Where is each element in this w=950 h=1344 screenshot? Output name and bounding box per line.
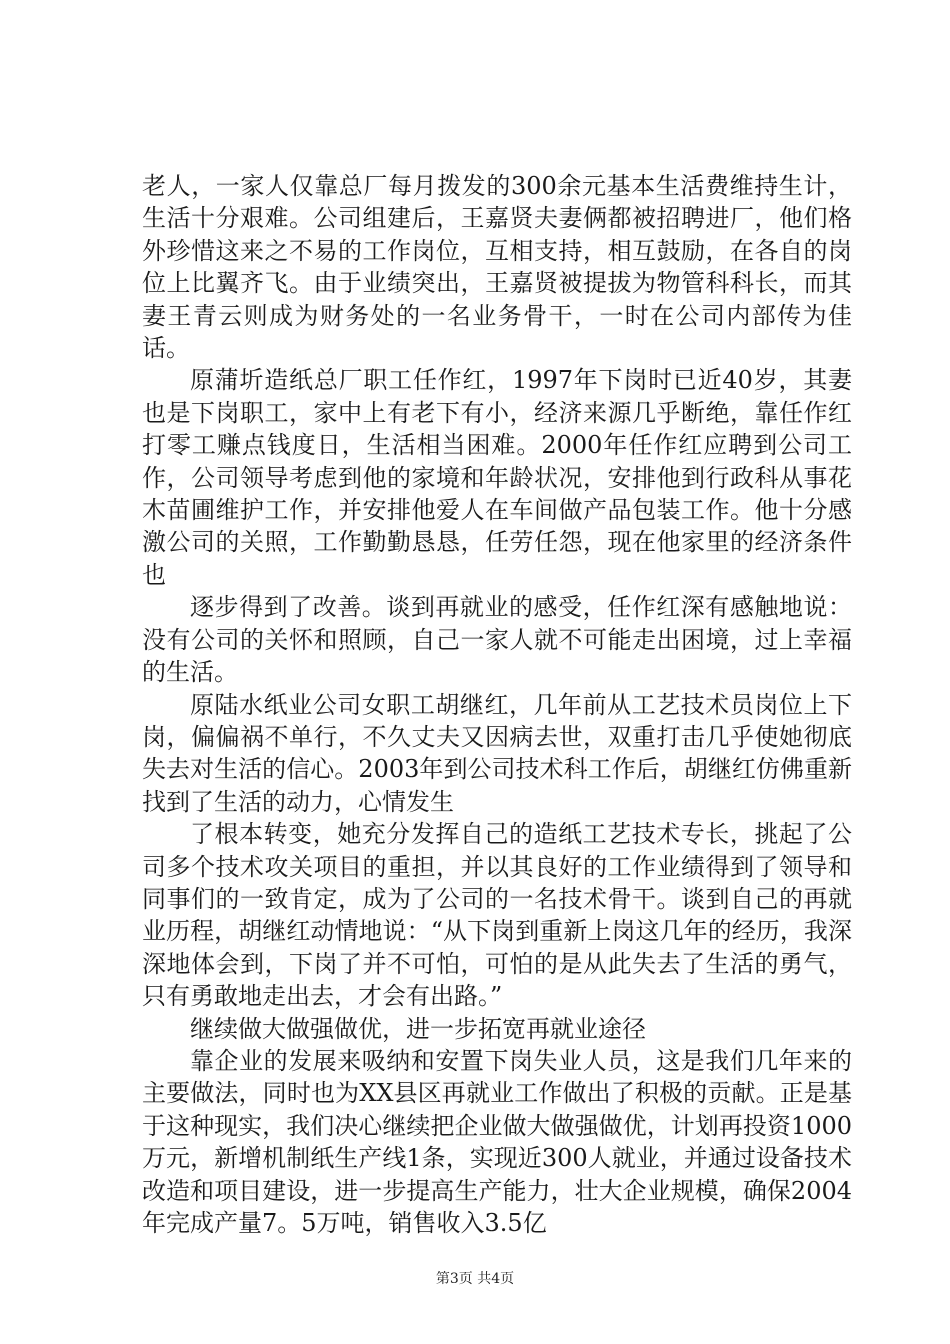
paragraph-2: 原蒲圻造纸总厂职工任作红，1997年下岗时已近40岁，其妻也是下岗职工，家中上有老下有小，经济来源几乎断绝，靠任作红打零工赚点钱度日，生活相当困难。2000年任作红应聘到公司工作，公司领导考虑到他的家境和年龄状况，安排他到行政科从事花木苗圃维护工作，并安排他爱人在车间做产品包装工作。他十分感激公司的关照，工作勤勤恳恳，任劳任怨，现在他家里的经济条件也 [142,366,852,589]
paragraph-6: 靠企业的发展来吸纳和安置下岗失业人员，这是我们几年来的主要做法，同时也为XX县区再就业工作做出了积极的贡献。正是基于这种现实，我们决心继续把企业做大做强做优，计划再投资1000万元，新增机制纸生产线1条，实现近300人就业，并通过设备技术改造和项目建设，进一步提高生产能力，壮大企业规模，确保2004年完成产量7。5万吨，销售收入3.5亿 [142,1046,852,1237]
paragraph-5: 了根本转变，她充分发挥自己的造纸工艺技术专长，挑起了公司多个技术攻关项目的重担，并以其良好的工作业绩得到了领导和同事们的一致肯定，成为了公司的一名技术骨干。谈到自己的再就业历程，胡继红动情地说：“从下岗到重新上岗这几年的经历，我深深地体会到，下岗了并不可怕，可怕的是从此失去了生活的勇气，只有勇敢地走出去，才会有出路。” [142,820,852,1011]
section-heading: 继续做大做强做优，进一步拓宽再就业途径 [190,1014,646,1043]
body-text [142,170,852,1239]
paragraph-1: 老人，一家人仅靠总厂每月拨发的300余元基本生活费维持生计，生活十分艰难。公司组建后，王嘉贤夫妻俩都被招聘进厂，他们格外珍惜这来之不易的工作岗位，互相支持，相互鼓励，在各自的岗位上比翼齐飞。由于业绩突出，王嘉贤被提拔为物管科科长，而其妻王青云则成为财务处的一名业务骨干，一时在公司内部传为佳话。 [142,172,852,363]
paragraph-4: 原陆水纸业公司女职工胡继红，几年前从工艺技术员岗位上下岗，偏偏祸不单行，不久丈夫又因病去世，双重打击几乎使她彻底失去对生活的信心。2003年到公司技术科工作后，胡继红仿佛重新找到了生活的动力，心情发生 [142,690,852,816]
page-footer: 第3页 共4页 [435,1271,515,1287]
paragraph-3: 逐步得到了改善。谈到再就业的感受，任作红深有感触地说：没有公司的关怀和照顾，自己一家人就不可能走出困境，过上幸福的生活。 [142,593,852,687]
